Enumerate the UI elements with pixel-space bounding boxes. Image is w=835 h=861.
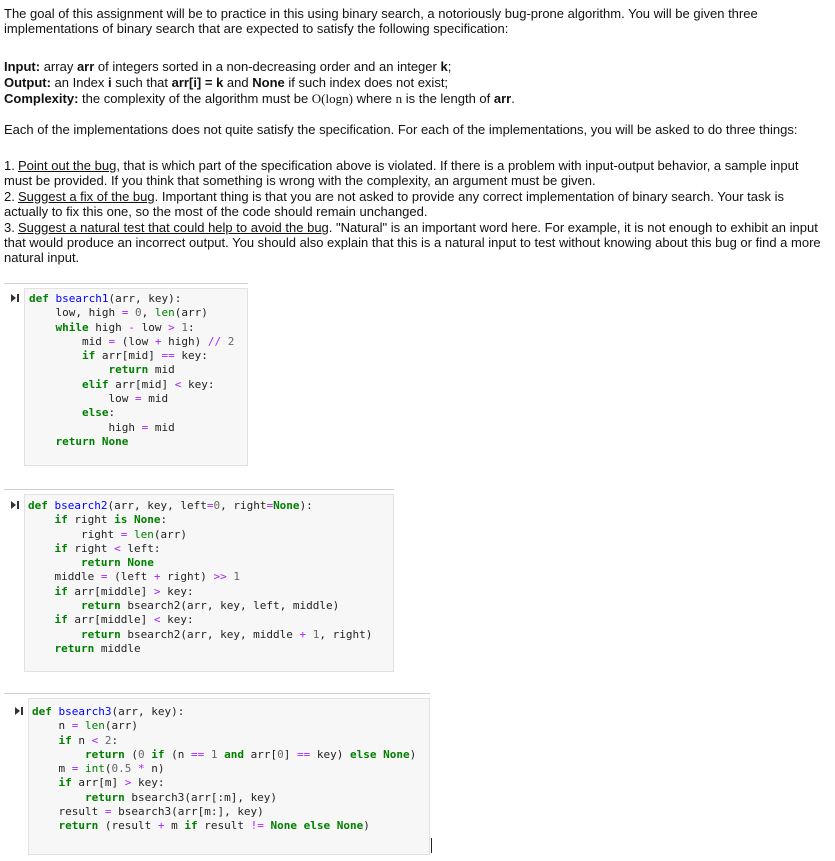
code-block-bsearch3: def bsearch3(arr, key): n = len(arr) if n < 2: return (0 if (n == 1 and arr[0] == key) else None) m = int(0.5 * n) if arr[m] > key: return bsearch3(arr[:m], key) result = bsearch3(arr[m:], key) return (result + m if result != None else None) [32, 705, 417, 833]
code-block-bsearch2: def bsearch2(arr, key, left=0, right=None): if right is None: right = len(arr) if right < left: return None middle = (left + right) >> 1 if arr[middle] > key: return bsearch2(arr, key, left, middle) if arr[middle] < key: return bsearch2(arr, key, middle + 1, right) return middle [28, 499, 373, 655]
cell-divider [4, 693, 430, 694]
run-cell-icon[interactable] [10, 500, 20, 510]
text-cursor [431, 838, 432, 853]
cell-divider [4, 283, 248, 284]
task-item-3: 3. Suggest a natural test that could help to avoid the bug. "Natural" is an important word here. For example, it is not enough to exhibit an input that would produce an incorrect output. You should also explain that this is a natural input to test without knowing about this bug or find a more natural input. [4, 220, 821, 265]
spec-output: Output: an Index i such that arr[i] = k and None if such index does not exist; [4, 75, 449, 90]
intro-paragraph: The goal of this assignment will be to practice in this using binary search, a notoriously bug-prone algorithm. You will be given three implementations of binary search that are expected to satisfy the following specification: [4, 6, 758, 36]
run-cell-icon[interactable] [10, 293, 20, 303]
task-item-2: 2. Suggest a fix of the bug. Important thing is that you are not asked to provide any correct implementation of binary search. Your task is actually to fix this one, so the most of the code should remain unchanged. [4, 189, 784, 219]
run-cell-icon[interactable] [14, 706, 24, 716]
cell-divider [4, 489, 394, 490]
spec-input: Input: array arr of integers sorted in a non-decreasing order and an integer k; [4, 59, 452, 74]
tasks-intro: Each of the implementations does not quite satisfy the specification. For each of the implementations, you will be asked to do three things: [4, 122, 798, 137]
spec-complexity: Complexity: the complexity of the algorithm must be O(logn) where n is the length of arr. [4, 91, 515, 106]
code-block-bsearch1: def bsearch1(arr, key): low, high = 0, len(arr) while high - low > 1: mid = (low + high) // 2 if arr[mid] == key: return mid elif arr[mid] < key: low = mid else: high = mid return None [29, 292, 235, 448]
task-item-1: 1. Point out the bug, that is which part of the specification above is violated. If there is a problem with input-output behavior, a sample input must be provided. If you think that something is wrong with the complexity, an argument must be given. [4, 158, 799, 188]
